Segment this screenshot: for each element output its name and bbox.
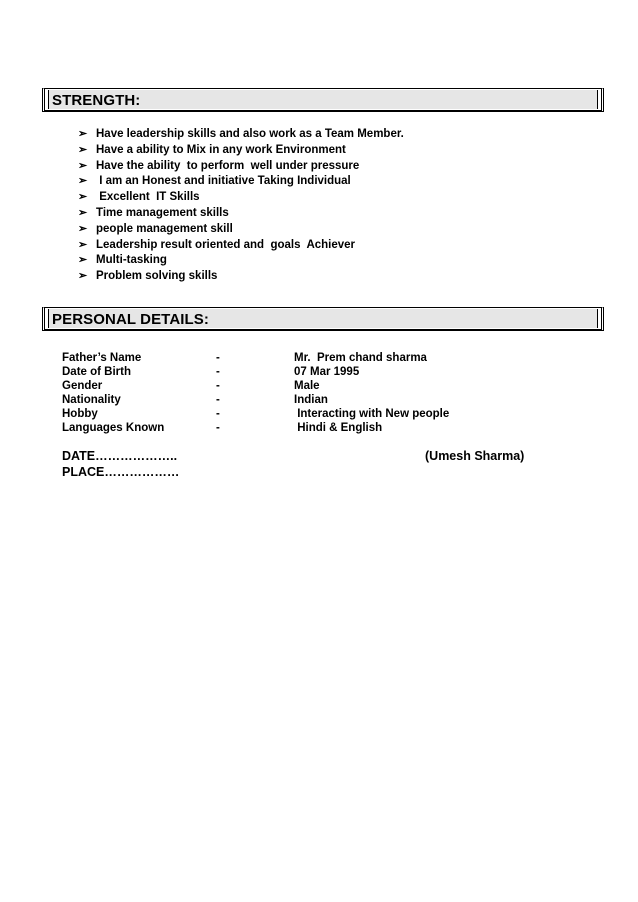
list-item-text: Have the ability to perform well under pressure	[96, 159, 360, 172]
list-item	[78, 269, 404, 285]
arrow-bullet-icon: ➢	[78, 222, 88, 235]
detail-label: Father’s Name	[62, 352, 142, 364]
detail-separator: -	[216, 366, 220, 378]
strength-section-header	[42, 88, 604, 112]
list-item	[78, 159, 404, 175]
list-item-text: Have a ability to Mix in any work Environment	[96, 143, 346, 156]
detail-separator: -	[216, 422, 220, 434]
detail-label: Gender	[62, 380, 103, 392]
date-line: DATE………………..	[62, 449, 178, 463]
detail-label: Date of Birth	[62, 366, 131, 378]
detail-value: Interacting with New people	[294, 408, 450, 420]
detail-value: Mr. Prem chand sharma	[294, 352, 427, 364]
arrow-bullet-icon: ➢	[78, 270, 88, 283]
detail-label: Nationality	[62, 394, 121, 406]
arrow-bullet-icon: ➢	[78, 191, 88, 204]
arrow-bullet-icon: ➢	[78, 238, 88, 251]
detail-separator: -	[216, 380, 220, 392]
detail-label: Languages Known	[62, 422, 165, 434]
strength-title: STRENGTH:	[52, 92, 141, 109]
detail-value: 07 Mar 1995	[294, 366, 360, 378]
detail-value: Indian	[294, 394, 328, 406]
list-item	[78, 238, 404, 254]
signature-name: (Umesh Sharma)	[425, 449, 525, 463]
list-item-text: Time management skills	[96, 206, 229, 219]
detail-separator: -	[216, 352, 220, 364]
personal-details-section-header	[42, 307, 604, 331]
list-item-text: Excellent IT Skills	[96, 191, 200, 204]
list-item	[78, 206, 404, 222]
list-item-text: Problem solving skills	[96, 270, 218, 283]
place-line: PLACE………………	[62, 465, 180, 479]
arrow-bullet-icon: ➢	[78, 159, 88, 172]
arrow-bullet-icon: ➢	[78, 206, 88, 219]
list-item	[78, 127, 404, 143]
detail-separator: -	[216, 394, 220, 406]
list-item-text: Multi-tasking	[96, 254, 167, 267]
personal-details-title: PERSONAL DETAILS:	[52, 311, 209, 328]
detail-separator: -	[216, 408, 220, 420]
detail-label: Hobby	[62, 408, 98, 420]
arrow-bullet-icon: ➢	[78, 175, 88, 188]
arrow-bullet-icon: ➢	[78, 143, 88, 156]
detail-value: Hindi & English	[294, 422, 383, 434]
list-item	[78, 222, 404, 238]
arrow-bullet-icon: ➢	[78, 254, 88, 267]
list-item-text: Have leadership skills and also work as a Team Member.	[96, 128, 404, 140]
list-item	[78, 190, 404, 206]
list-item	[78, 253, 404, 269]
list-item-text: I am an Honest and initiative Taking Individual	[96, 175, 351, 188]
arrow-bullet-icon: ➢	[78, 128, 88, 140]
list-item	[78, 174, 404, 190]
strength-list	[78, 127, 404, 285]
detail-value: Male	[294, 380, 320, 392]
list-item-text: Leadership result oriented and goals Achiever	[96, 238, 356, 251]
list-item	[78, 143, 404, 159]
list-item-text: people management skill	[96, 222, 233, 235]
